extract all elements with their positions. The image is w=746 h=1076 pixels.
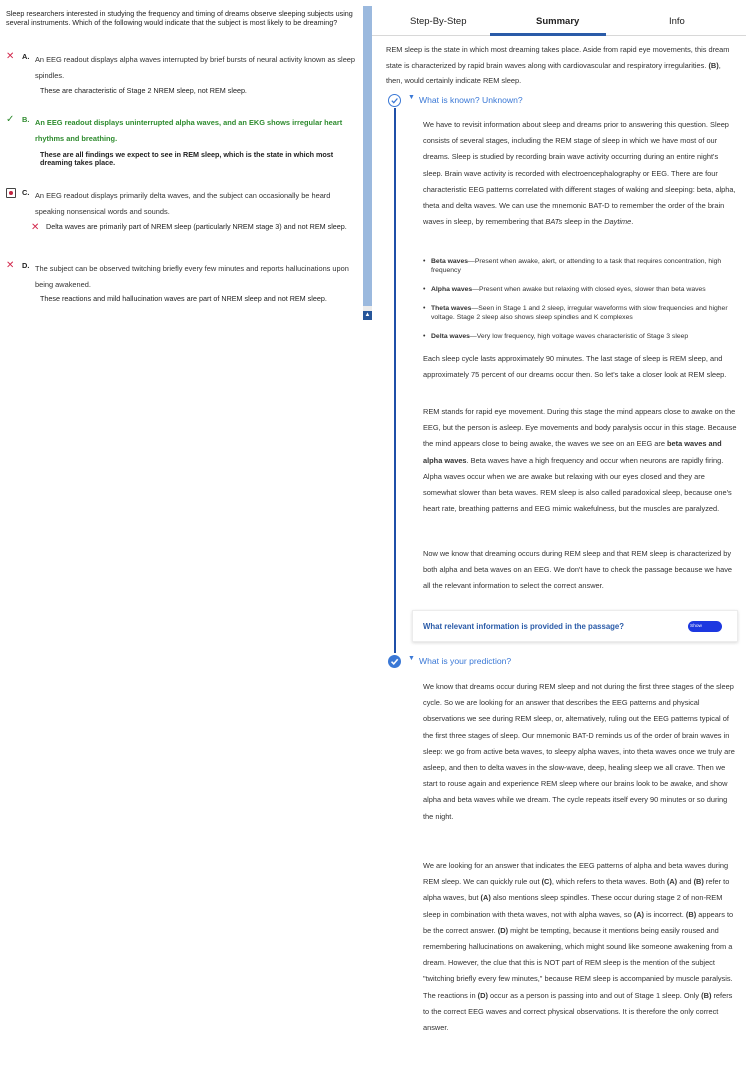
scrollbar-thumb[interactable] xyxy=(363,6,372,306)
incorrect-x-icon: ✕ xyxy=(31,222,40,233)
active-tab-indicator xyxy=(490,33,606,36)
tab-info[interactable]: Info xyxy=(669,16,685,27)
step-paragraph: We know that dreams occur during REM sleep and not during the first three stages of the sleep cycle. So we are looking for an answer that describes the EEG patterns and physical observations we see during REM sleep, or, alternatively, ruling out the EEG patterns typical of the first three stages of sleep. Our mnemonic BAT-D reminds us of the order of brain waves in sleep: we go from active beta waves, to sleepy alpha waves, into theta waves once we truly are asleep, and then to delta waves in the slow-wave, deep, healing sleep we all crave. Then we start to rouse again and experience REM sleep where our brains look to be awake, and show alpha and beta waves while we dream. The cycle repeats itself every 90 minutes or so during the night. xyxy=(423,682,735,821)
question-stem: Sleep researchers interested in studying the frequency and timing of dreams observe sleeping subjects using several instruments. Which of the following would indicate that the subject is most likely to be dreaming? xyxy=(6,9,353,27)
choice-letter: C. xyxy=(22,188,30,197)
step-paragraph: We have to revisit information about sleep and dreams prior to answering this question. Sleep consists of several stages, including the REM stage of sleep in which we have most of our dreams. Sleep is studied by recording brain wave activity occurring during an entire night's sleep. Brain wave activity is recorded with electroencephalography or EEG. There are four characteristic EEG patterns correlated with different stages of waking and sleeping: beta, alpha, theta and delta waves. We can use the mnemonic BAT-D to remember the order of the brain waves in sleep, by remembering that BATs sleep in the Daytime. xyxy=(423,120,736,227)
choice-explanation: These are characteristic of Stage 2 NREM sleep, not REM sleep. xyxy=(40,86,247,95)
timeline-line xyxy=(394,108,396,653)
scroll-up-arrow-icon[interactable]: ▲ xyxy=(364,312,371,318)
step-paragraph: We are looking for an answer that indicates the EEG patterns of alpha and beta waves during REM sleep. We can quickly rule out (C), which refers to theta waves. Both (A) and (B) refer to alpha waves, but (A) also mentions sleep spindles. These occur during stage 2 of non-REM sleep in combination with theta waves, not with alpha waves, so (A) is incorrect. (B) appears to be the correct answer. (D) might be tempting, because it mentions being easily roused and remembering hallucinations on awakening, which might sound like someone awakening from a dream. However, the clue that this is NOT part of REM sleep is the mention of the subject "twitching briefly every few minutes," because REM sleep is accompanied by muscle paralysis. The reactions in (D) occur as a person is passing into and out of Stage 1 sleep. Only (B) refers to the correct EEG waves and correct physical observations. It is therefore the only correct answer. xyxy=(423,861,734,1033)
step-prediction[interactable] xyxy=(388,655,728,669)
tab-summary[interactable]: Summary xyxy=(536,16,580,27)
step-check-icon xyxy=(388,655,401,668)
choice-letter: A. xyxy=(22,52,30,61)
step-known-unknown[interactable] xyxy=(388,94,728,108)
correct-check-icon: ✓ xyxy=(6,114,15,125)
choice-explanation: These reactions and mild hallucination waves are part of NREM sleep and not REM sleep. xyxy=(40,294,327,303)
caret-down-icon[interactable]: ▼ xyxy=(408,655,415,662)
choice-text: An EEG readout displays primarily delta waves, and the subject can occasionally be heard speaking nonsensical words and sounds. xyxy=(35,191,331,216)
step-title[interactable]: What is your prediction? xyxy=(419,656,512,666)
choice-letter: B. xyxy=(22,115,30,124)
choice-text: An EEG readout displays alpha waves interrupted by brief bursts of neural activity known as sleep spindles. xyxy=(35,55,356,80)
explanation-tabs xyxy=(372,6,746,36)
bullet-icon: • xyxy=(423,286,426,293)
bullet-icon: • xyxy=(423,258,426,265)
choice-letter: D. xyxy=(22,261,30,270)
tab-step-by-step[interactable]: Step-By-Step xyxy=(410,16,467,27)
bullet-icon: • xyxy=(423,305,426,312)
explanation-pane: Step-By-Step Summary Info REM sleep is the state in which most dreaming takes place. Aside from rapid eye movements, this dream state is characterized by rapid brain waves along with cardiovascular and respiratory irregularities. (B), then, would certainly indicate REM sleep. ▼ What is known? Unknown? We have to revisit information about sleep and dreams prior to answering this question. Sleep consists of several stages, including the REM stage of sleep in which we have most of our dreams. Sleep is studied by recording brain wave activity occurring during an entire night's sleep. Brain wave activity is recorded with electroencephalography or EEG. There are four characteristic EEG patterns correlated with different stages of waking and sleeping: beta, alpha, theta and delta waves. We can use the mnemonic BAT-D to remember the order of the brain waves in sleep, by remembering that BATs sleep in the Daytime. • Beta waves—Present when awake, alert, or attending to a task that requires concentration, high frequency • Alpha waves—Present when awake but relaxing with closed eyes, slower than beta waves • Theta waves—Seen in Stage 1 and 2 sleep, irregular waveforms with slow frequencies and higher voltage. Stage 2 sleep also shows sleep spindles and K complexes • Delta waves—Very low frequency, high voltage waves characteristic of Stage 3 sleep Each sleep cycle lasts approximately 90 minutes. The last stage of sleep is REM sleep, and approximately 75 percent of our dreams occur then. So let's take a closer look at REM sleep. REM stands for rapid eye movement. During this stage the mind appears close to awake on the EEG, but the person is asleep. Eye movements and body paralysis occur in this stage. Because the mind appears close to being awake, the waves we see on an EEG are beta waves and alpha waves. Beta waves have a high frequency and occur when neurons are rapidly firing. Alpha waves occur when we are awake but relaxing with our eyes closed and they are somewhat slower than beta waves. REM sleep is also called paradoxical sleep, because one's heart rate, breathing patterns and EEG mimic wakefulness, but the muscles are paralyzed. Now we know that dreaming occurs during REM sleep and that REM sleep is characterized by both alpha and beta waves on an EEG. We don't have to check the passage because we have all the relevant information to select the correct answer. What relevant information is provided in the passage? Show ▼ What is your prediction? We know that dreams occur during REM sleep and not during the first three stages of the sleep cycle. So we are looking for an answer that describes the EEG patterns and physical observations we see during REM sleep, or, alternatively, ruling out the EEG patterns typical of the first three stages of sleep. Our mnemonic BAT-D reminds us of the order of brain waves in sleep: we go from active beta waves, to sleepy alpha waves, into theta waves once we truly are asleep, and then to delta waves in the slow-wave, deep, healing sleep we all crave. Then we start to rouse again and experience REM sleep where our brains look to be awake, and show alpha and beta waves while we dream. The cycle repeats itself every 90 minutes or so during the night. We are looking for an answer that indicates the EEG patterns of alpha and beta waves during REM sleep. We can quickly rule out (C), which refers to theta waves. Both (A) and (B) refer to alpha waves, but (A) also mentions sleep spindles. These occur during stage 2 of non-REM sleep in combination with theta waves, not with alpha waves, so (A) is incorrect. (B) appears to be the correct answer. (D) might be tempting, because it mentions being easily roused and remembering hallucinations on awakening, which might sound like someone awakening from a dream. However, the clue that this is NOT part of REM sleep is the mention of the subject "twitching briefly every few minutes," because REM sleep is accompanied by muscle paralysis. The reactions in (D) occur as a person is passing into and out of Stage 1 sleep. Only (B) refers to the correct EEG waves and correct physical observations. It is therefore the only correct answer. xyxy=(372,0,746,1060)
show-button[interactable]: Show xyxy=(688,621,722,632)
selected-radio-icon[interactable] xyxy=(6,188,16,198)
step-paragraph: Now we know that dreaming occurs during REM sleep and that REM sleep is characterized by both alpha and beta waves on an EEG. We don't have to check the passage because we have all the relevant information to select the correct answer. xyxy=(423,549,733,591)
step-paragraph: REM stands for rapid eye movement. During this stage the mind appears close to awake on the EEG, but the person is asleep. Eye movements and body paralysis occur in this stage. Because the mind appears close to being awake, the waves we see on an EEG are beta waves and alpha waves. Beta waves have a high frequency and occur when neurons are rapidly firing. Alpha waves occur when we are awake but relaxing with our eyes closed and they are somewhat slower than beta waves. REM sleep is also called paradoxical sleep, because one's heart rate, breathing patterns and EEG mimic wakefulness, but the muscles are paralyzed. xyxy=(423,407,737,514)
choice-explanation: These are all findings we expect to see in REM sleep, which is the state in which most dreaming takes place. xyxy=(40,150,334,168)
incorrect-x-icon: ✕ xyxy=(6,260,15,271)
choice-explanation: Delta waves are primarily part of NREM sleep (particularly NREM stage 3) and not REM sleep. xyxy=(46,222,347,231)
step-title[interactable]: What is known? Unknown? xyxy=(419,95,523,105)
choice-text: An EEG readout displays uninterrupted alpha waves, and an EKG shows irregular heart rhythms and breathing. xyxy=(35,118,343,143)
step-check-icon xyxy=(388,94,401,107)
incorrect-x-icon: ✕ xyxy=(6,51,15,62)
question-pane xyxy=(0,0,372,322)
passage-info-callout[interactable] xyxy=(412,610,738,642)
callout-title: What relevant information is provided in the passage? xyxy=(423,622,625,631)
summary-text: REM sleep is the state in which most dreaming takes place. Aside from rapid eye movements, this dream state is characterized by rapid brain waves along with cardiovascular and respiratory irregularities. (B), then, would certainly indicate REM sleep. xyxy=(386,45,730,86)
question-scrollbar[interactable] xyxy=(363,6,372,320)
caret-down-icon[interactable]: ▼ xyxy=(408,94,415,101)
choice-text: The subject can be observed twitching briefly every few minutes and reports hallucinations upon being awakened. xyxy=(35,264,349,289)
step-paragraph: Each sleep cycle lasts approximately 90 minutes. The last stage of sleep is REM sleep, and approximately 75 percent of our dreams occur then. So let's take a closer look at REM sleep. xyxy=(423,354,727,380)
bullet-icon: • xyxy=(423,333,426,340)
